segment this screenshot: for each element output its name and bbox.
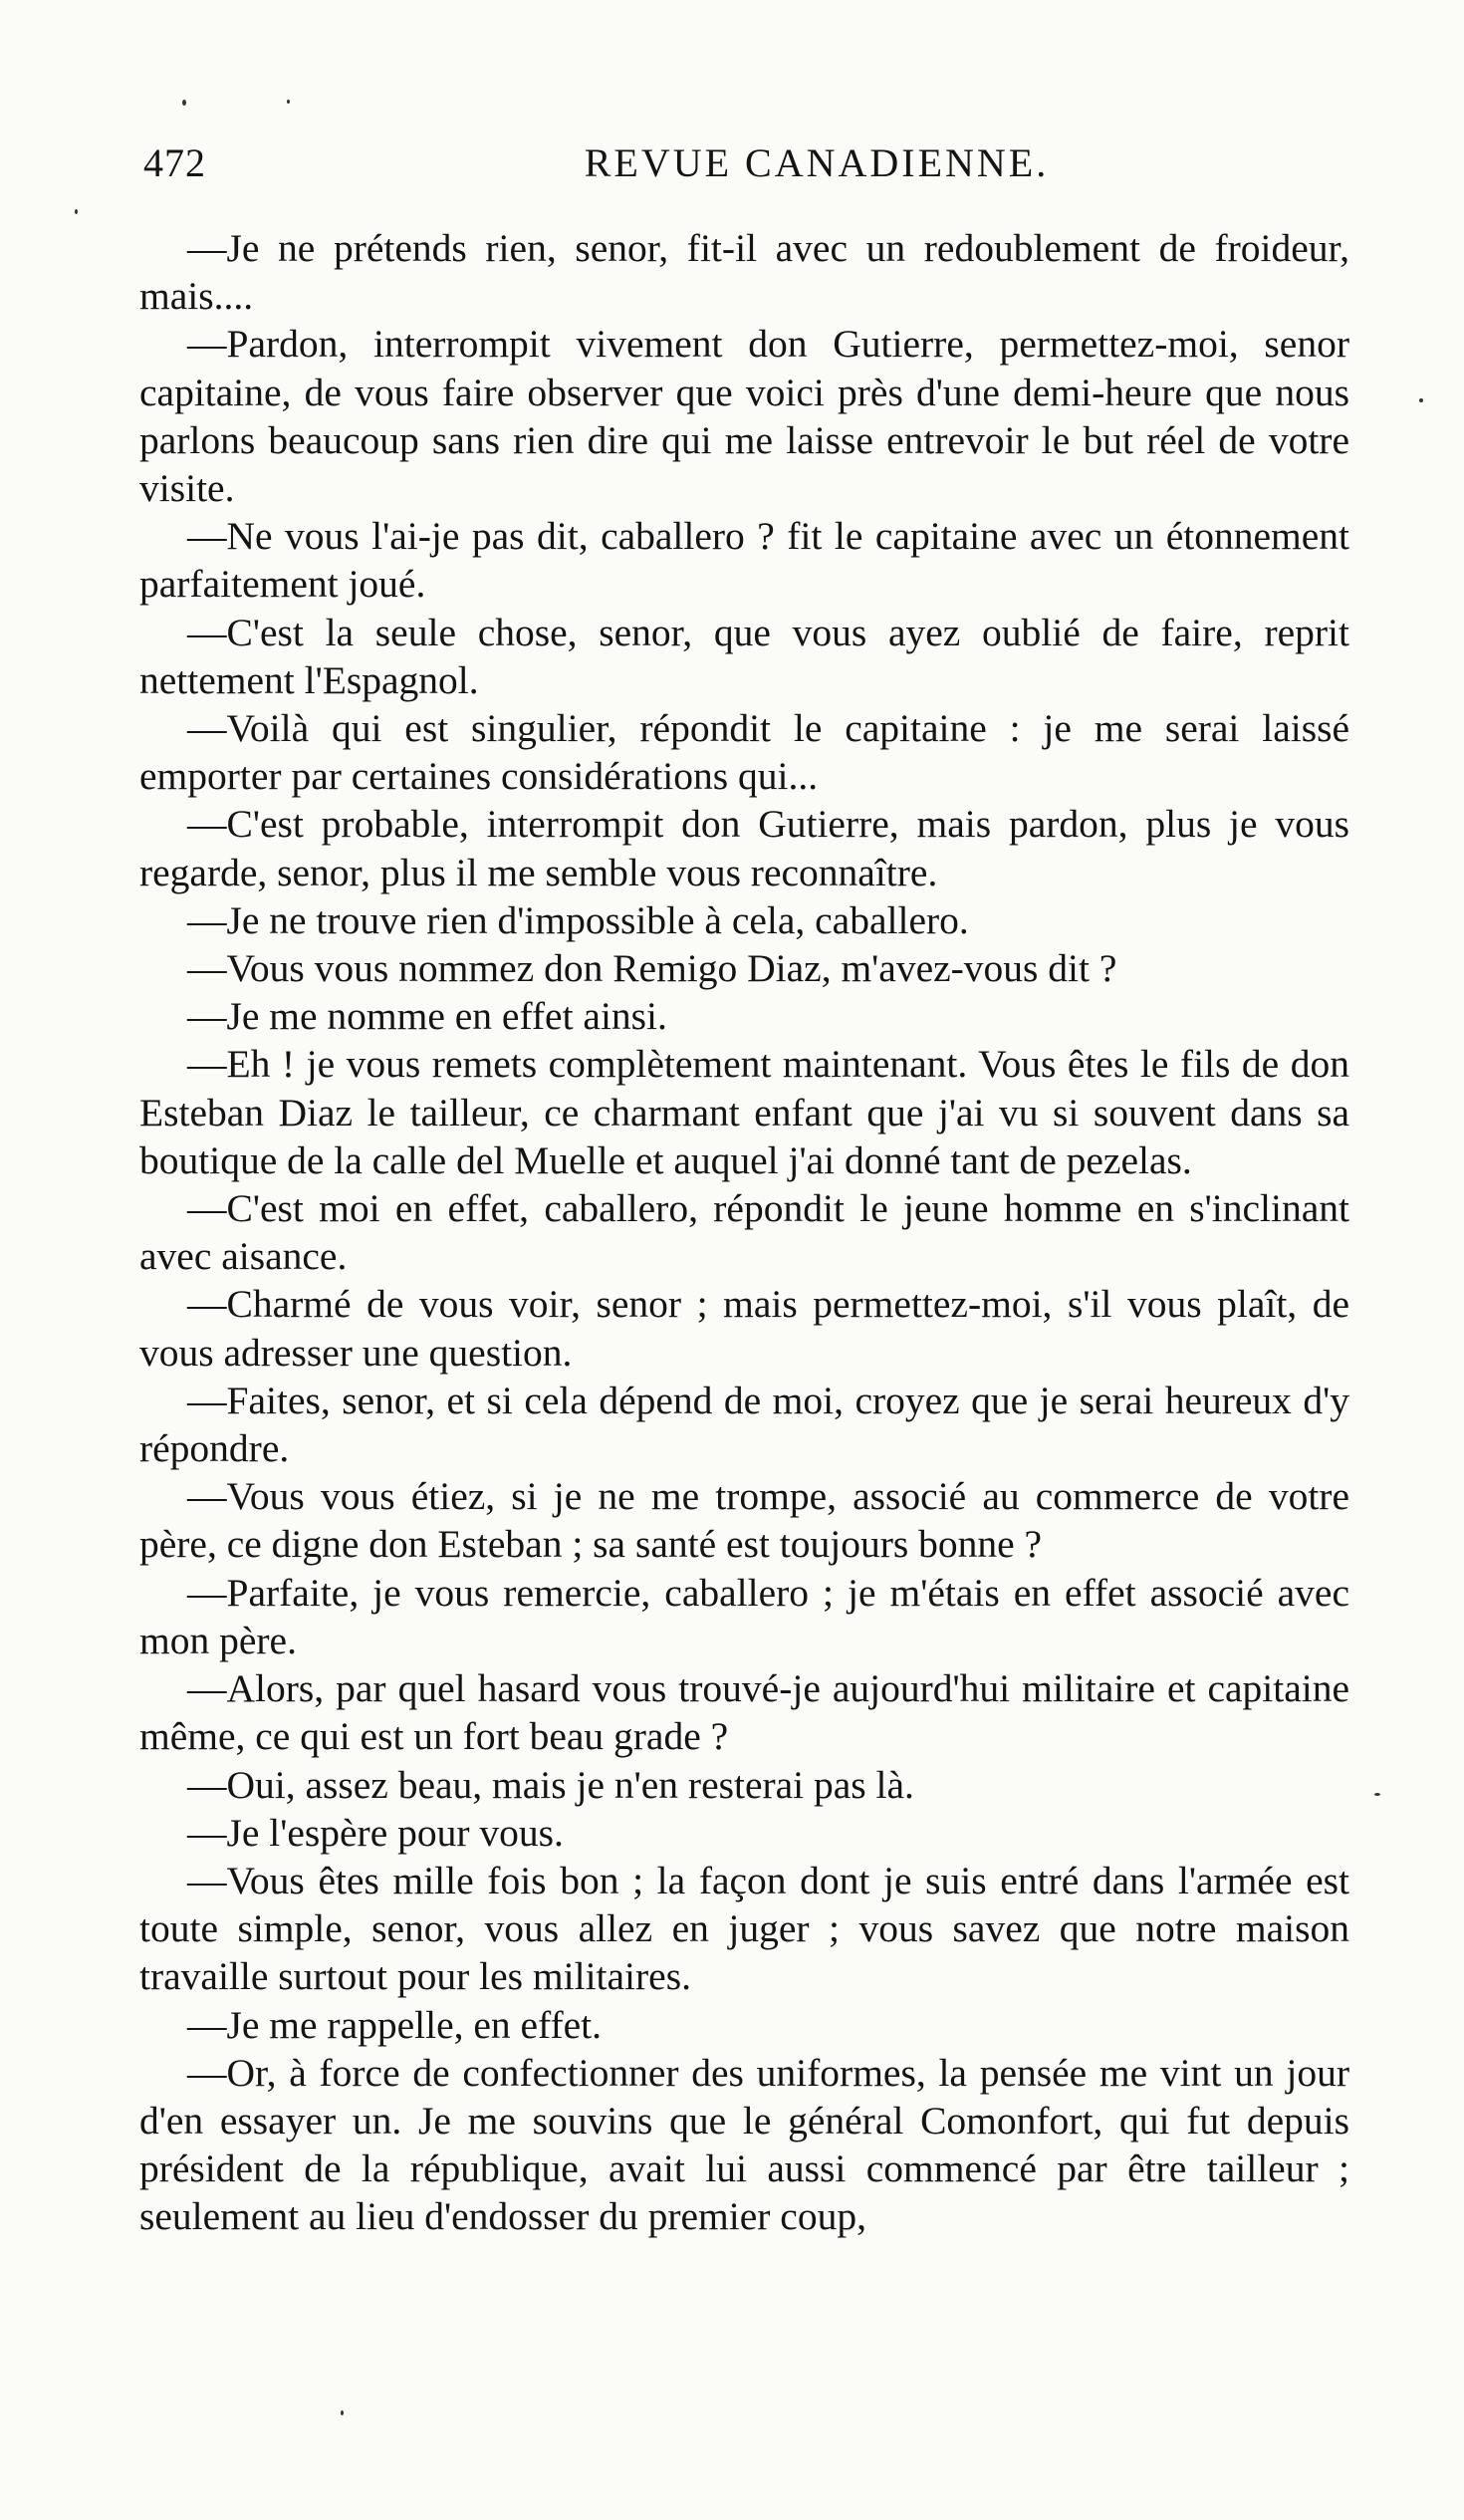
paragraph: —C'est moi en effet, caballero, répondit le jeune homme en s'inclinant avec aisance. [139,1186,1349,1279]
running-title: REVUE CANADIENNE. [584,140,1050,185]
paragraph: —Charmé de vous voir, senor ; mais permettez-moi, s'il vous plaît, de vous adresser une question. [139,1282,1349,1375]
paragraph: —Je ne trouve rien d'impossible à cela, caballero. [187,897,969,942]
page-header [139,139,1354,199]
paragraph: —Je l'espère pour vous. [187,1810,564,1855]
paragraph: —C'est la seule chose, senor, que vous ayez oublié de faire, reprit nettement l'Espagnol. [139,610,1349,702]
paragraph: —Alors, par quel hasard vous trouvé-je aujourd'hui militaire et capitaine même, ce qui est un fort beau grade ? [139,1666,1349,1759]
paragraph: —Ne vous l'ai-je pas dit, caballero ? fit le capitaine avec un étonnement parfaitement joué. [139,514,1349,607]
scan-speck [182,100,186,106]
paragraph: —Pardon, interrompit vivement don Gutierre, permettez-moi, senor capitaine, de vous faire observer que voici près d'une demi-heure que nous parlons beaucoup sans rien dire qui me laisse entrevoir le but réel de votre visite. [139,322,1349,511]
scan-speck [75,209,78,214]
scan-speck [287,100,290,104]
scan-speck [1419,398,1423,402]
scan-speck [341,2410,344,2415]
paragraph: —Faites, senor, et si cela dépend de moi, croyez que je serai heureux d'y répondre. [139,1378,1349,1471]
paragraph: —Je me rappelle, en effet. [187,2002,603,2047]
paragraph: —Vous vous nommez don Remigo Diaz, m'avez-vous dit ? [187,946,1117,991]
paragraph: —Or, à force de confectionner des uniformes, la pensée me vint un jour d'en essayer un. Je me souvins que le général Comonfort, qui fut depuis président de la république, avait lui aussi commencé par être tailleur ; seulement au lieu d'endosser du premier coup, [139,2050,1349,2239]
paragraph: —C'est probable, interrompit don Gutierre, mais pardon, plus je vous regarde, senor, plus il me semble vous reconnaître. [139,802,1349,894]
paragraph: —Vous êtes mille fois bon ; la façon dont je suis entré dans l'armée est toute simple, senor, vous allez en juger ; vous savez que notre maison travaille surtout pour les militaires. [139,1858,1349,1999]
paragraph: —Je me nomme en effet ainsi. [187,994,667,1039]
page-number: 472 [143,140,206,185]
body-text [139,224,1349,2241]
paragraph: —Vous vous étiez, si je ne me trompe, associé au commerce de votre père, ce digne don Esteban ; sa santé est toujours bonne ? [139,1474,1349,1567]
paragraph: —Parfaite, je vous remercie, caballero ; je m'étais en effet associé avec mon père. [139,1570,1349,1662]
paragraph: —Je ne prétends rien, senor, fit-il avec un redoublement de froideur, mais.... [139,226,1349,319]
paragraph: —Oui, assez beau, mais je n'en resterai pas là. [187,1762,914,1807]
scan-speck [1374,1793,1380,1796]
paragraph: —Eh ! je vous remets complètement maintenant. Vous êtes le fils de don Esteban Diaz le tailleur, ce charmant enfant que j'ai vu si souvent dans sa boutique de la calle del Muelle et auquel j'ai donné tant de pezelas. [139,1042,1349,1182]
paragraph: —Voilà qui est singulier, répondit le capitaine : je me serai laissé emporter par certaines considérations qui... [139,706,1349,799]
